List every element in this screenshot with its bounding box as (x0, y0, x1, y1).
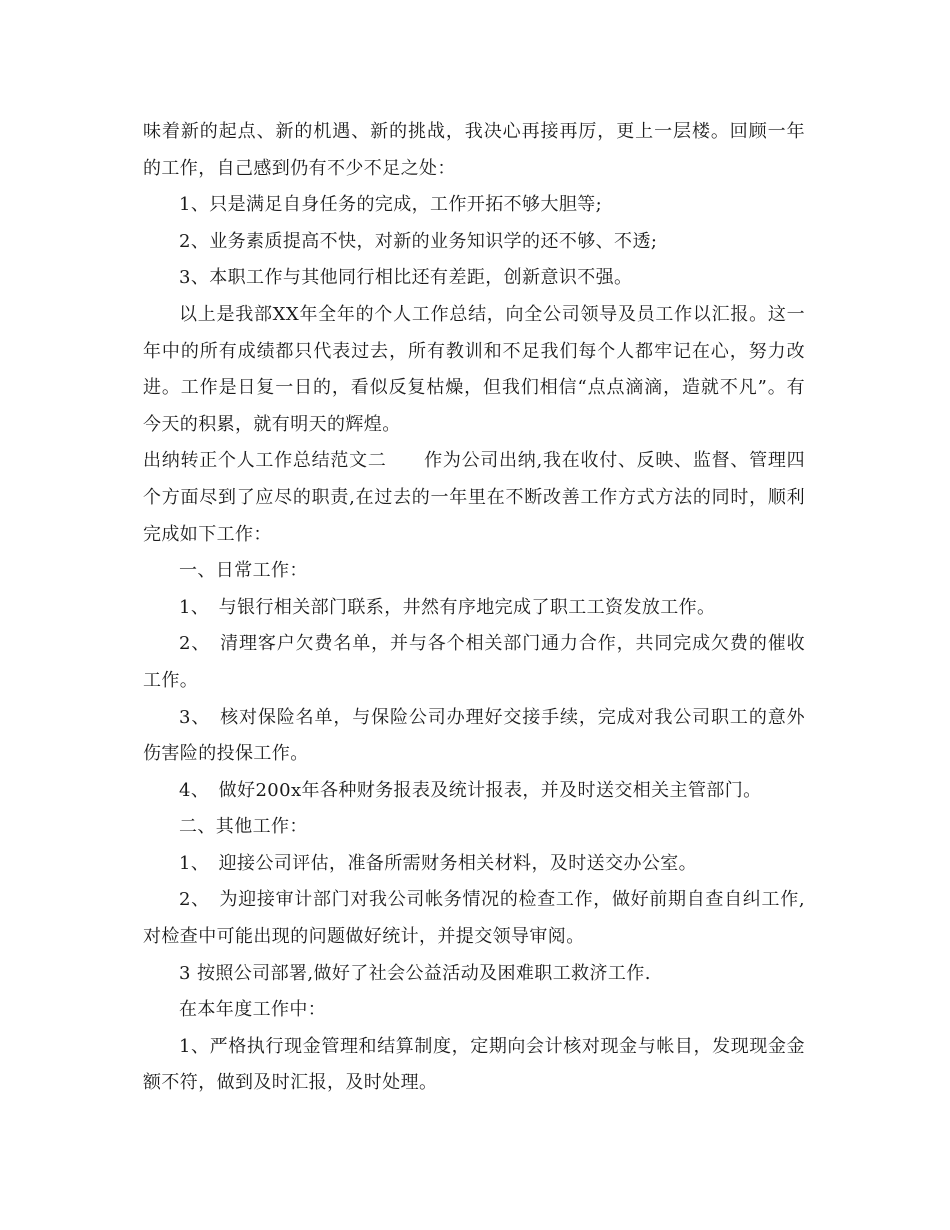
paragraph: 3、本职工作与其他同行相比还有差距，创新意识不强。 (179, 267, 633, 289)
paragraph: 2、 清理客户欠费名单，并与各个相关部门通力合作，共同完成欠费的催收工作。 (143, 633, 805, 691)
paragraph: 1、 迎接公司评估，准备所需财务相关材料，及时送交办公室。 (179, 852, 698, 874)
section-heading: 二、其他工作： (179, 816, 308, 838)
section-heading: 一、日常工作： (179, 560, 308, 582)
paragraph: 1、严格执行现金管理和结算制度，定期向会计核对现金与帐目，发现现金金额不符，做到及时汇报，及时处理。 (143, 1035, 805, 1094)
paragraph: 出纳转正个人工作总结范文二 作为公司出纳,我在收付、反映、监督、管理四个方面尽到了应尽的职责,在过去的一年里在不断改善工作方式方法的同时，顺利完成如下工作： (143, 450, 805, 545)
paragraph: 3 按照公司部署,做好了社会公益活动及困难职工救济工作. (179, 962, 651, 984)
paragraph: 以上是我部XX年全年的个人工作总结，向全公司领导及员工作以汇报。这一年中的所有成绩都只代表过去，所有教训和不足我们每个人都牢记在心，努力改进。工作是日复一日的，看似反复枯燥，但我们相信“点点滴滴，造就不凡”。有今天的积累，就有明天的辉煌。 (143, 303, 805, 435)
paragraph: 2、 为迎接审计部门对我公司帐务情况的检查工作，做好前期自查自纠工作,对检查中可能出现的问题做好统计，并提交领导审阅。 (143, 889, 805, 948)
paragraph: 1、 与银行相关部门联系，井然有序地完成了职工工资发放工作。 (179, 596, 716, 618)
paragraph: 1、只是满足自身任务的完成，工作开拓不够大胆等; (179, 194, 603, 216)
paragraph: 2、业务素质提高不快，对新的业务知识学的还不够、不透; (179, 230, 658, 252)
paragraph: 味着新的起点、新的机遇、新的挑战，我决心再接再厉，更上一层楼。回顾一年的工作，自己感到仍有不少不足之处： (143, 121, 805, 179)
paragraph: 在本年度工作中： (179, 999, 327, 1021)
paragraph: 3、 核对保险名单，与保险公司办理好交接手续，完成对我公司职工的意外伤害险的投保工作。 (143, 706, 805, 765)
paragraph: 4、 做好200x年各种财务报表及统计报表，并及时送交相关主管部门。 (179, 779, 762, 801)
document-body (143, 114, 805, 1102)
